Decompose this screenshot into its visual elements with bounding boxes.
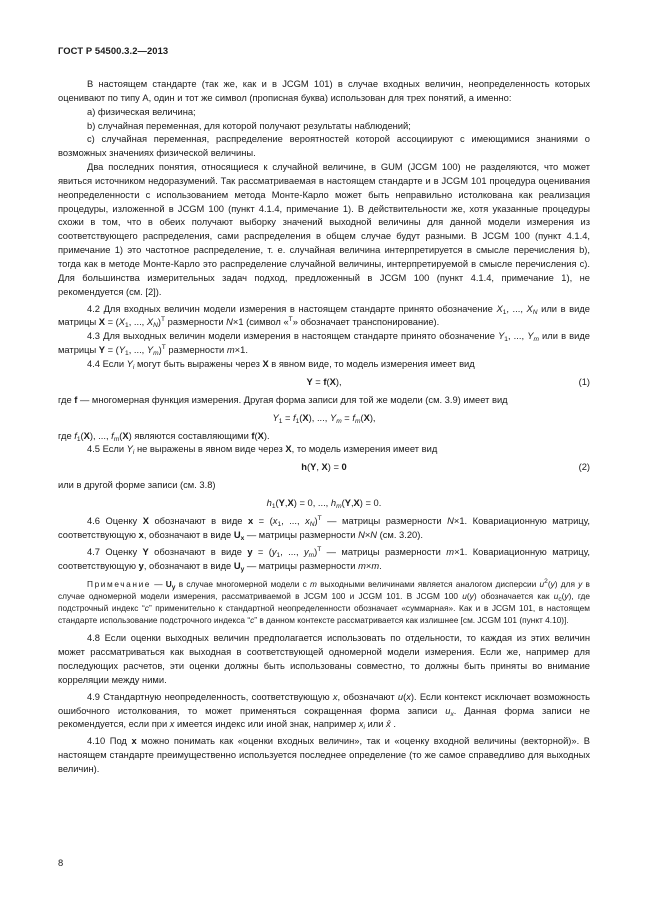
note-label: Примечание (87, 579, 152, 590)
list-item-a: а) физическая величина; (87, 106, 196, 117)
paragraph-4-3: 4.3 Для выходных величин модели измерения в настоящем стандарте принято обозначение $Y_1$, ..., $Y_m$ или в виде матрицы $Y = (Y_1$, ..., $Y_m)^T$ размерности m×1. (58, 331, 590, 358)
paragraph-4-5: 4.5 Если $Y_i$ не выражены в явном виде через X, то модель измерения имеет вид (87, 444, 438, 457)
equation-implicit: $h_1(Y,X) = 0$, ..., $h_m(Y,X) = 0$. (266, 498, 382, 511)
equation-number: (2) (578, 462, 590, 473)
note-paragraph: Примечание — $U_y$ в случае многомерной модели с m выходными величинами является аналогом дисперсии $u^2(y)$ для y в случае одномерной модели измерения, рассматриваемой в JCGM 100 и JCGM 101. В JCGM 100 u(y) обозначается как $u_c(y)$, где подстрочный индекс “c” применительно к стандартной неопределенности обозначает «суммарная». Как и в JCGM 101, в настоящем стандарте использование подстрочного индекса “c” в данном контексте рассматривается как излишнее [см. JCGM 101 (пункт 4.10)]. (58, 578, 590, 625)
paragraph-function-definition: где f — многомерная функция измерения. Другая форма записи для той же модели (см. 3.9) имеет вид (58, 394, 508, 405)
page-number: 8 (58, 857, 64, 868)
equation-components: $Y_1 = f_1(X)$, ..., $Y_m = f_m(X)$, (272, 412, 376, 425)
paragraph-4-4: 4.4 Если $Y_i$ могут быть выражены через X в явном виде, то модель измерения имеет вид (87, 358, 475, 371)
paragraph-4-7: 4.7 Оценку Y обозначают в виде $y = (y_1$, ..., $y_m)^T$ — матрицы размерности m×1. Ковариационную матрицу, соответствующую y, обозначают в виде $U_y$ — матрицы размерности m×m. (58, 545, 590, 573)
paragraph-intro: В настоящем стандарте (так же, как и в JCGM 101) в случае входных величин, неопределенность которых оценивают по типу А, один и тот же символ (прописная буква) использован для трех понятий, а именно: (58, 79, 590, 103)
equation-1: Y = f(X), (1) (58, 372, 590, 394)
paragraph-4-9: 4.9 Стандартную неопределенность, соответствующую x, обозначают u(x). Если контекст исключает возможность ошибочного истолкования, то может применяться сокращенная форма записи $u_x$. Данная форма записи не рекомендуется, если при x имеется индекс или иной знак, например $x_i$ или x̂ . (58, 691, 591, 732)
paragraph-two-concepts: Два последних понятия, относящиеся к случайной величине, в GUM (JCGM 100) не разделяются, что может явиться источником недоразумений. Так рассматриваемая в настоящем стандарте и в JCGM 101 процедура оценивания неопределенности с использованием метода Монте-Карло может быть неправильно истолкована как реализация процедуры, изложенной в JCGM 100 (пункт 4.1.4, примечание 1). В действительности же, хотя указанные процедуры схожи в том, что в обеих получают выборку значений выходной величины для данной модели измерения из соответствующего распределения, сами распределения в общем случае будут разными. В JCGM 100 (пункт 4.1.4, примечание 1) это частотное распределение, т. е. случайная величина интерпретируется в смысле перечисления b), тогда как в методе Монте-Карло это распределение случайной величины, интерпретируемой в смысле перечисления с). Для большинства измерительных задач подход, предложенный в JCGM 100 (пункт 4.1.4, примечание 1), не рекомендуется (см. [2]). (58, 162, 590, 297)
list-item-c: с) случайная переменная, распределение вероятностей которой ассоциируют с имеющимися знаниями о возможных значениях физической величины. (58, 134, 590, 159)
equation-2: h(Y, X) = 0 (2) (58, 457, 590, 479)
equation-number: (1) (578, 376, 590, 387)
paragraph-4-6: 4.6 Оценку X обозначают в виде $x = (x_1$, ..., $x_N)^T$ — матрицы размерности N×1. Ковариационную матрицу, соответствующую x, обозначают в виде $U_x$ — матрицы размерности N×N (см. 3.20). (58, 515, 590, 542)
paragraph-4-8: 4.8 Если оценки выходных величин предполагается использовать по отдельности, то каждая из этих величин может рассматриваться как выходная в соответствующей одномерной модели измерения. Если же, например для последующих расчетов, эти оценки должны быть использованы совместно, то должны быть приняты во внимание корреляции между ними. (58, 633, 590, 685)
list-item-b: b) случайная переменная, для которой получают результаты наблюдений; (87, 120, 411, 131)
paragraph-4-2: 4.2 Для входных величин модели измерения в настоящем стандарте принято обозначение $X_1$, ..., $X_N$ или в виде матрицы $X = (X_1$, ..., $X_N)^T$ размерности N×1 (символ «$^T$» обозначает транспонирование). (58, 303, 590, 330)
paragraph-other-form: или в другой форме записи (см. 3.8) (58, 480, 216, 491)
standard-header: ГОСТ Р 54500.3.2—2013 (58, 45, 169, 56)
paragraph-4-10: 4.10 Под x можно понимать как «оценки входных величин», так и «оценку входной величины (векторной)». В настоящем стандарте преимущественно используется последнее определение (то же самое справедливо для выходных величин). (58, 736, 590, 774)
document-body (58, 78, 590, 777)
paragraph-components: где $f_1(X)$, ..., $f_m(X)$ являются составляющими f(X). (58, 430, 270, 443)
